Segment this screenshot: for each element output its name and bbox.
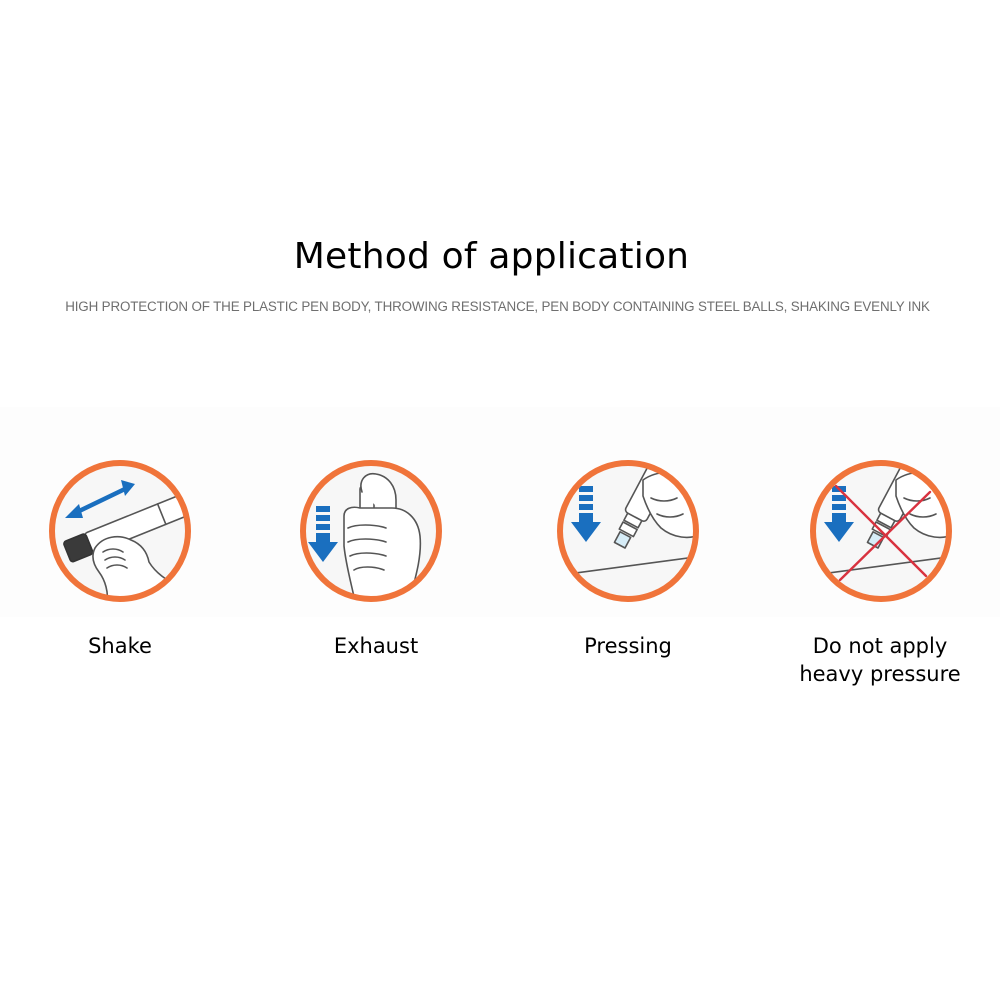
step-label-line2: heavy pressure [799,662,961,686]
step-label-do-not-press [770,632,990,688]
step-shake [45,456,195,606]
pressing-icon [553,456,703,606]
step-label-line1: Do not apply [812,634,948,658]
step-do-not-press [806,456,956,606]
shake-icon [45,456,195,606]
exhaust-icon [296,456,446,606]
step-label-pressing: Pressing [584,634,672,658]
page-subtitle: HIGH PROTECTION OF THE PLASTIC PEN BODY, THROWING RESISTANCE, PEN BODY CONTAINING STEEL BALLS, SHAKING EVENLY INK [65,299,930,314]
step-pressing [553,456,703,606]
do-not-press-icon [806,456,956,606]
step-exhaust [296,456,446,606]
step-label-exhaust: Exhaust [333,634,419,658]
page-title: Method of application [293,236,690,277]
step-label-shake: Shake [88,634,152,658]
